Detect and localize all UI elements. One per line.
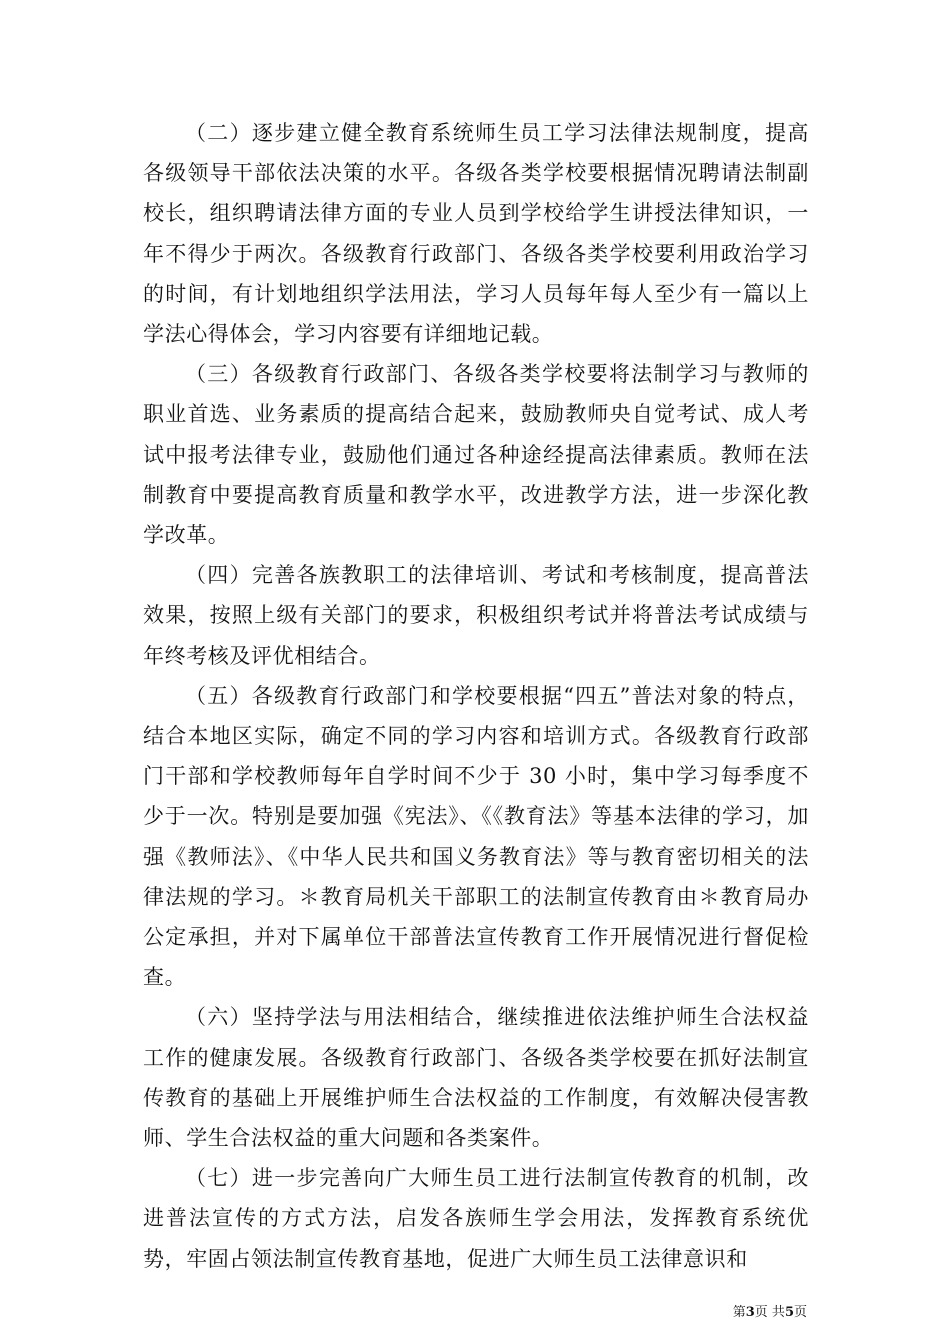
- footer-suffix: 页: [793, 1305, 807, 1320]
- footer-middle: 页 共: [754, 1305, 785, 1320]
- document-body: [143, 113, 809, 1279]
- paragraph-4: （四）完善各族教职工的法律培训、考试和考核制度，提高普法效果，按照上级有关部门的要求，积极组织考试并将普法考试成绩与年终考核及评优相结合。: [143, 563, 809, 668]
- paragraph-3: （三）各级教育行政部门、各级各类学校要将法制学习与教师的职业首选、业务素质的提高结合起来，鼓励教师央自觉考试、成人考试中报考法律专业，鼓励他们通过各种途经提高法律素质。教师在法制教育中要提高教育质量和教学水平，改进教学方法，进一步深化教学改革。: [143, 362, 809, 548]
- footer-current-page: 3: [745, 1305, 755, 1320]
- footer-prefix: 第: [732, 1305, 746, 1320]
- footer-total-pages: 5: [784, 1305, 794, 1320]
- paragraph-7: （七）进一步完善向广大师生员工进行法制宣传教育的机制，改进普法宣传的方式方法，启发各族师生学会用法，发挥教育系统优势，牢固占领法制宣传教育基地，促进广大师生员工法律意识和: [143, 1166, 809, 1271]
- paragraph-6: （六）坚持学法与用法相结合，继续推进依法维护师生合法权益工作的健康发展。各级教育行政部门、各级各类学校要在抓好法制宣传教育的基础上开展维护师生合法权益的工作制度，有效解决侵害教师、学生合法权益的重大问题和各类案件。: [143, 1005, 809, 1151]
- page-footer: [733, 1305, 807, 1321]
- paragraph-2: （二）逐步建立健全教育系统师生员工学习法律法规制度，提高各级领导干部依法决策的水平。各级各类学校要根据情况聘请法制副校长，组织聘请法律方面的专业人员到学校给学生讲授法律知识，一年不得少于两次。各级教育行政部门、各级各类学校要利用政治学习的时间，有计划地组织学法用法，学习人员每年每人至少有一篇以上学法心得体会，学习内容要有详细地记载。: [143, 121, 809, 347]
- paragraph-5: （五）各级教育行政部门和学校要根据“四五”普法对象的特点，结合本地区实际，确定不同的学习内容和培训方式。各级教育行政部门干部和学校教师每年自学时间不少于 30 小时，集中学习每季度不少于一次。特别是要加强《宪法》、《《教育法》等基本法律的学习，加强《教师法》、《中华人民共和国义务教育法》等与教育密切相关的法律法规的学习。＊教育局机关干部职工的法制宣传教育由＊教育局办公定承担，并对下属单位干部普法宣传教育工作开展情况进行督促检查。: [143, 683, 809, 990]
